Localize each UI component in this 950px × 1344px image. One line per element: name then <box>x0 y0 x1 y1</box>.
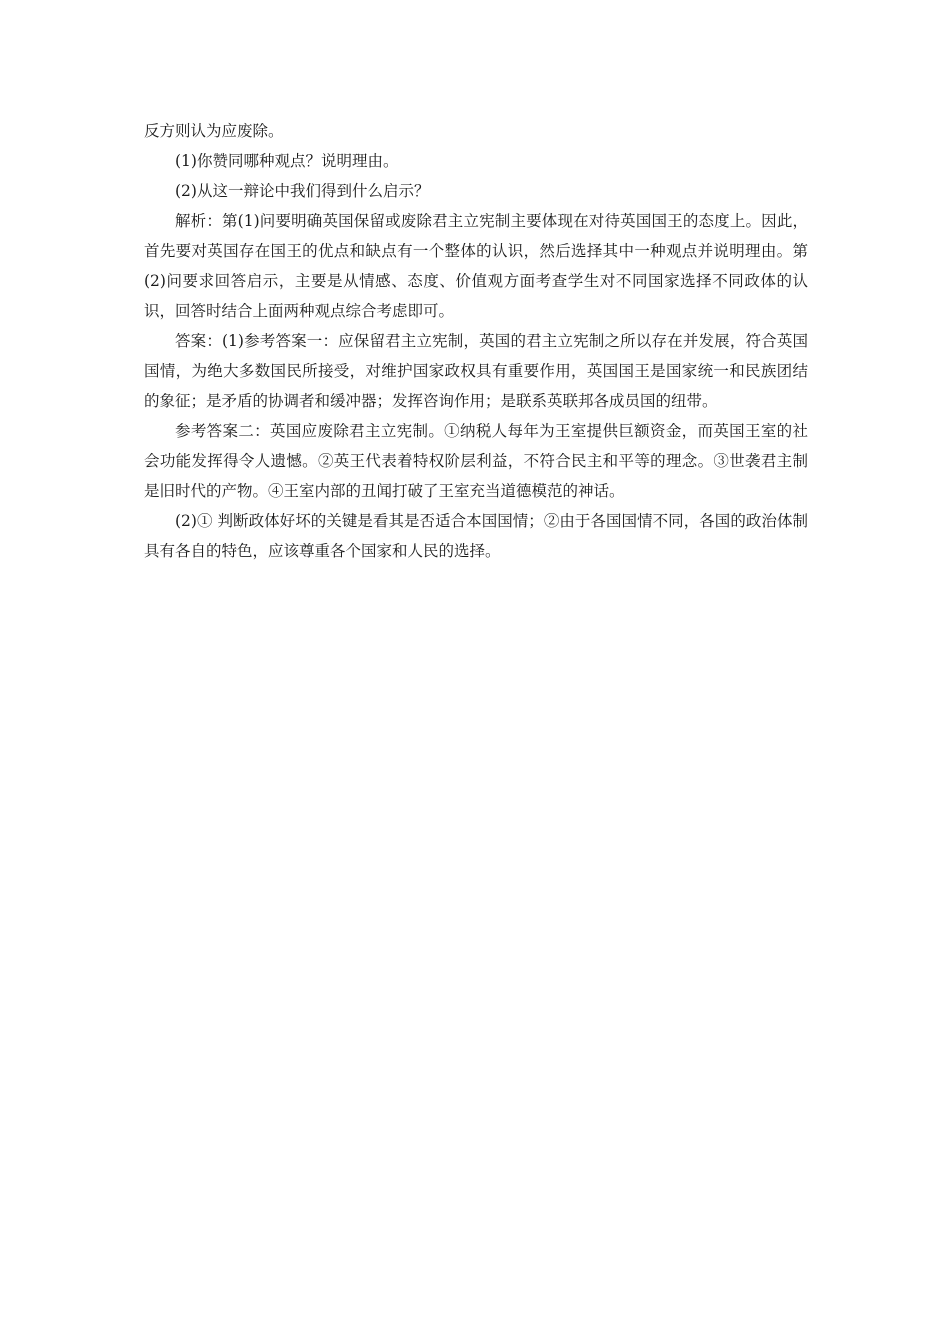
answer-option-two: 参考答案二：英国应废除君主立宪制。①纳税人每年为王室提供巨额资金，而英国王室的社会功能发挥得令人遗憾。②英王代表着特权阶层利益，不符合民主和平等的理念。③世袭君主制是旧时代的产物。④王室内部的丑闻打破了王室充当道德模范的神话。 <box>144 422 808 500</box>
paragraph-opposing-view: 反方则认为应废除。 <box>144 122 284 140</box>
question-1: (1)你赞同哪种观点？说明理由。 <box>175 152 399 170</box>
answer-part-2: (2)① 判断政体好坏的关键是看其是否适合本国国情；②由于各国国情不同，各国的政治体制具有各自的特色，应该尊重各个国家和人民的选择。 <box>144 512 808 560</box>
answer-option-one: 答案：(1)参考答案一：应保留君主立宪制，英国的君主立宪制之所以存在并发展，符合英国国情，为绝大多数国民所接受，对维护国家政权具有重要作用，英国国王是国家统一和民族团结的象征；是矛盾的协调者和缓冲器；发挥咨询作用；是联系英联邦各成员国的纽带。 <box>144 332 808 410</box>
question-2: (2)从这一辩论中我们得到什么启示？ <box>175 182 430 200</box>
analysis-paragraph: 解析：第(1)问要明确英国保留或废除君主立宪制主要体现在对待英国国王的态度上。因此，首先要对英国存在国王的优点和缺点有一个整体的认识，然后选择其中一种观点并说明理由。第(2)问要求回答启示，主要是从情感、态度、价值观方面考查学生对不同国家选择不同政体的认识，回答时结合上面两种观点综合考虑即可。 <box>144 212 808 320</box>
document-body <box>144 116 808 566</box>
